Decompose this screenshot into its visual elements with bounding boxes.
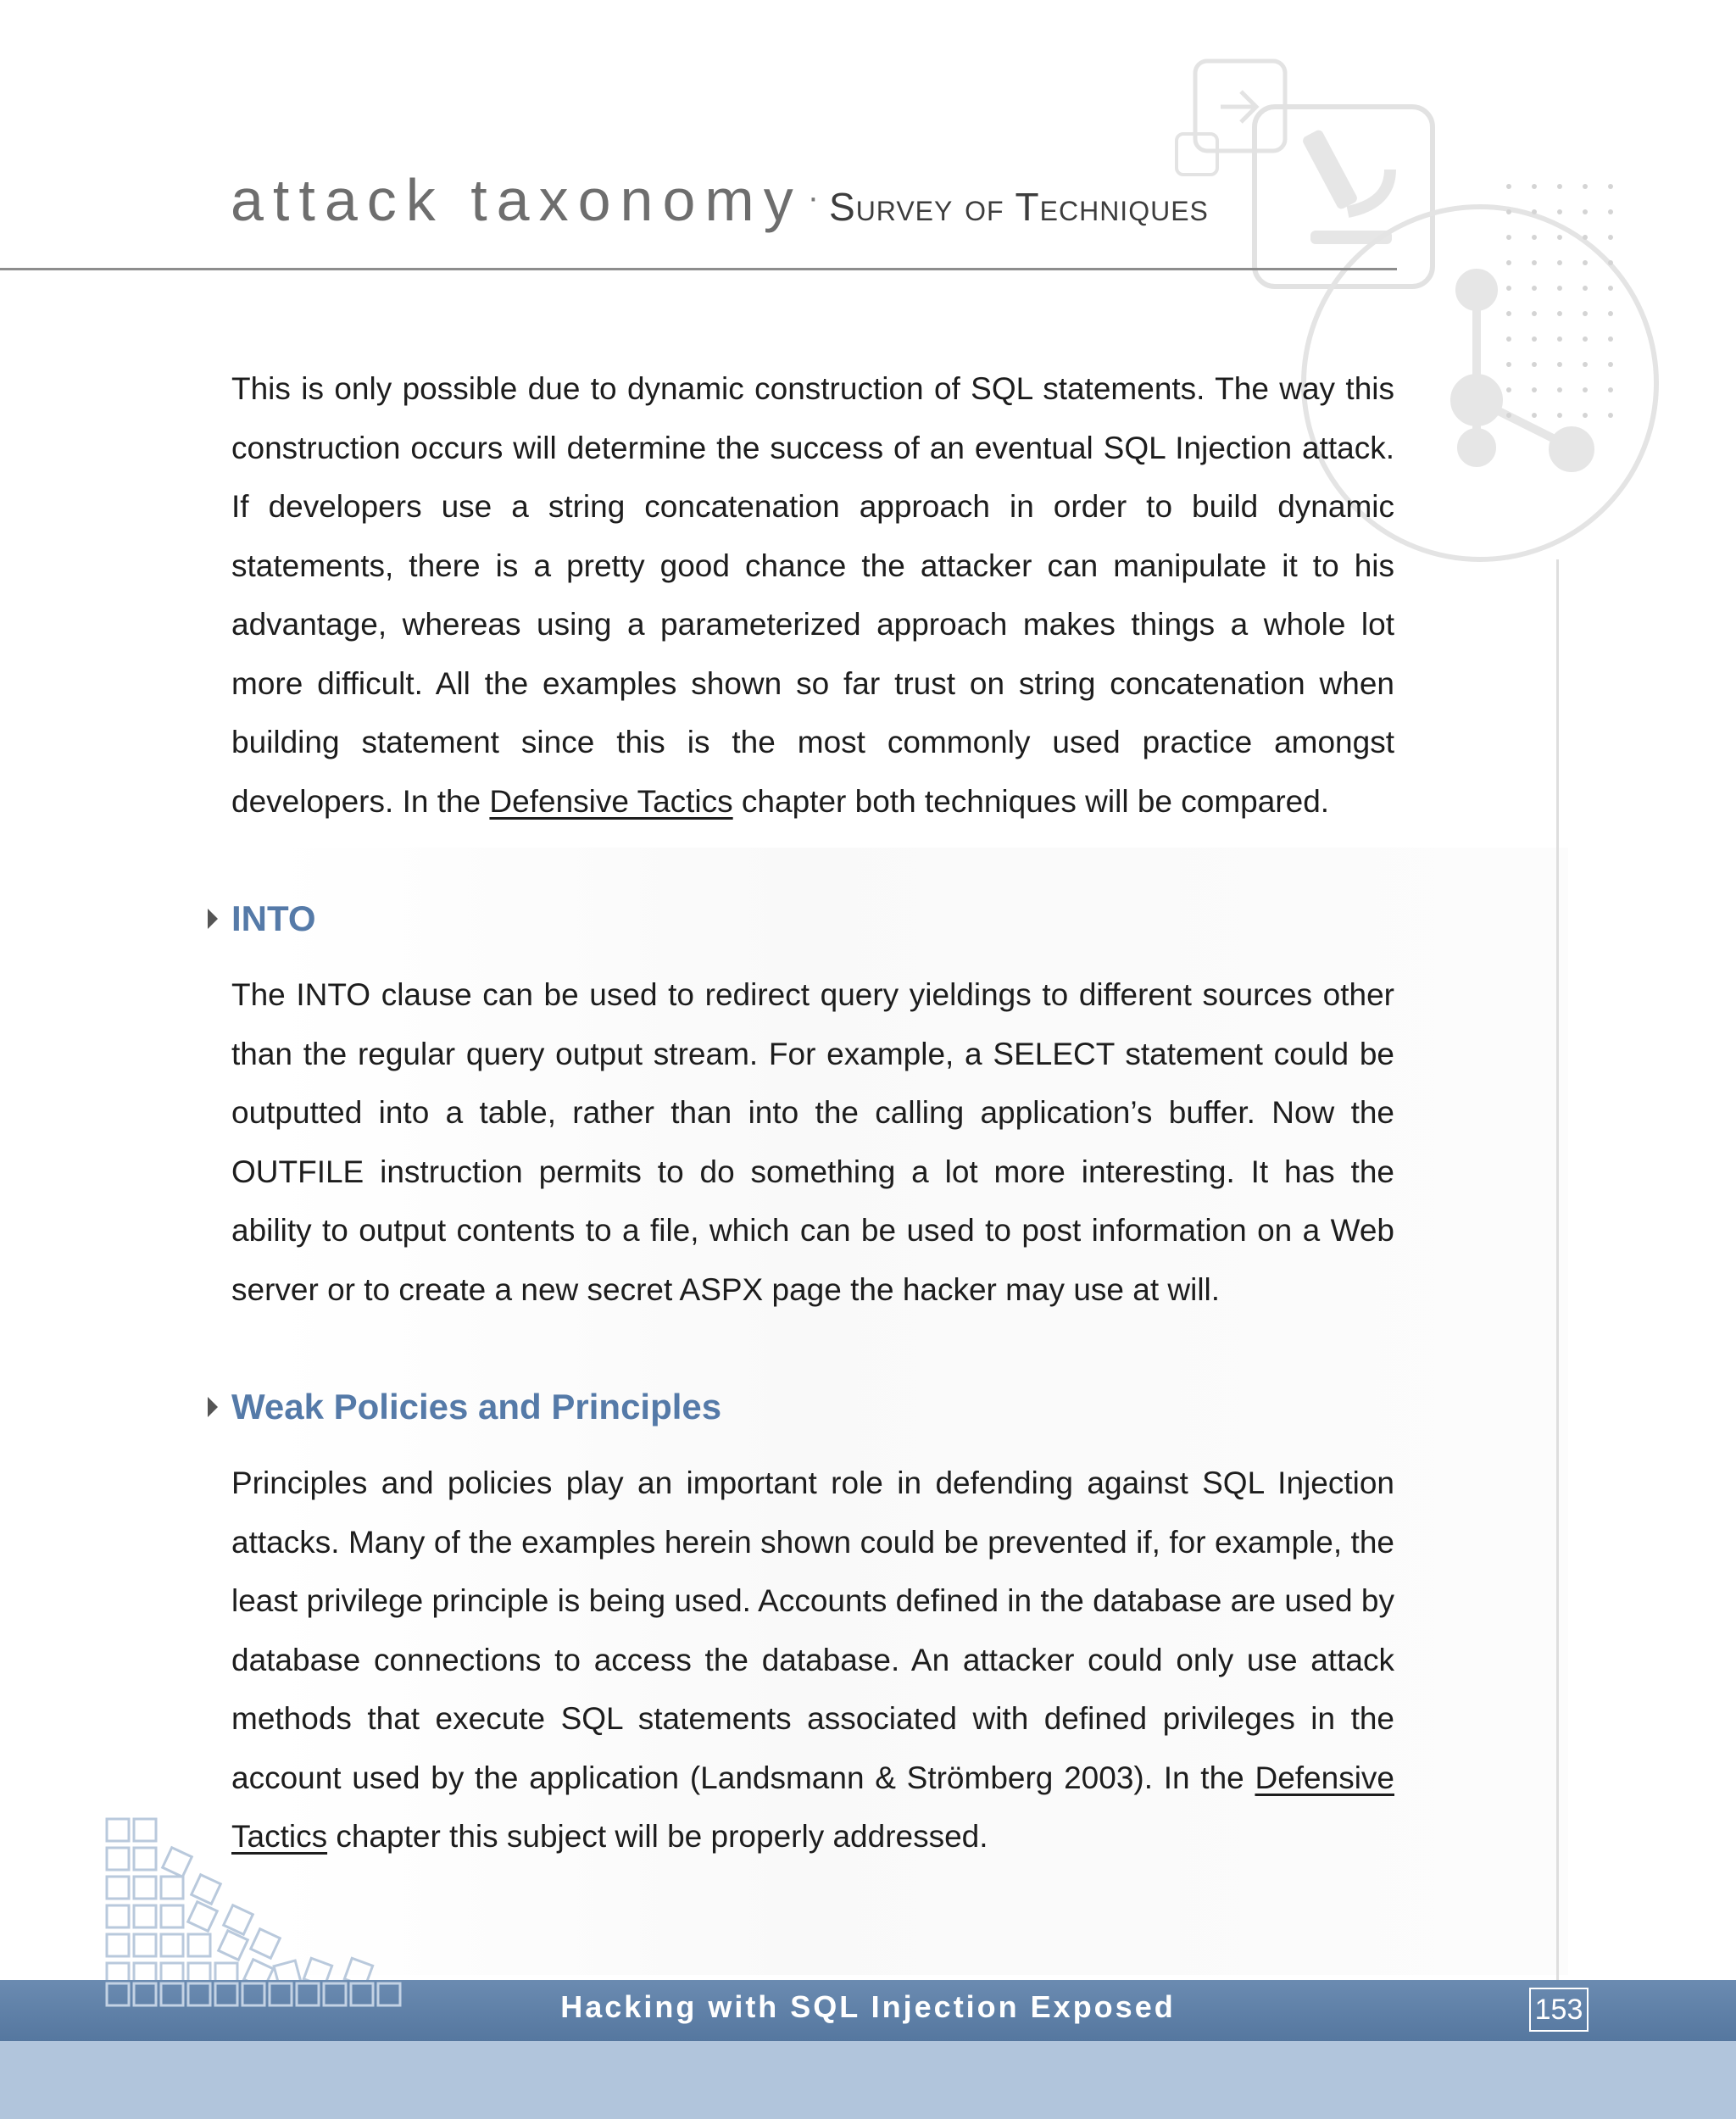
- intro-paragraph: [231, 359, 1394, 831]
- molecule-icon: [1455, 273, 1590, 468]
- microscope-icon: [1301, 129, 1392, 244]
- weak-policies-text: Principles and policies play an important role in defending against SQL Injection attacks. Many of the examples herein shown could be prevented if, for example, the least privilege principle is being used. Accounts defined in the database are used by database connections to access the database. An attacker could only use attack methods that execute SQL statements associated with defined privileges in the account used by the application (Landsmann & Strömberg 2003). In the: [231, 1466, 1394, 1795]
- arrow-icon: [1221, 92, 1256, 122]
- page-number: 153: [1529, 1988, 1589, 2032]
- weak-policies-heading-label: Weak Policies and Principles: [231, 1387, 722, 1427]
- defensive-tactics-link-2[interactable]: Defensive Tactics: [231, 1760, 1394, 1854]
- book-title: Hacking with SQL Injection Exposed: [560, 1989, 1176, 2024]
- footer-band: [0, 2041, 1736, 2119]
- running-header: [231, 166, 1209, 234]
- header-rule: [0, 268, 1397, 270]
- bullet-triangle-icon: [208, 1397, 218, 1417]
- margin-rule: [1556, 559, 1559, 1983]
- section-subtitle: Survey of Techniques: [829, 185, 1209, 229]
- defensive-tactics-link-1[interactable]: Defensive Tactics: [489, 783, 733, 819]
- into-paragraph: The INTO clause can be used to redirect query yieldings to different sources other than the regular query output stream. For example, a SELECT statement could be outputted into a table, rather than into the calling application’s buffer. Now the OUTFILE instruction permits to do something a lot more interesting. It has the ability to output contents to a file, which can be used to post information on a Web server or to create a new secret ASPX page the hacker may use at will.: [231, 977, 1394, 1307]
- intro-text-end: chapter both techniques will be compared.: [732, 783, 1330, 819]
- weak-policies-heading: [208, 1387, 721, 1427]
- section-title: attack taxonomy: [231, 167, 803, 233]
- weak-policies-paragraph: [231, 1454, 1394, 1866]
- into-heading-label: INTO: [231, 898, 316, 938]
- dot-grid: [1506, 184, 1613, 418]
- into-heading: [208, 898, 316, 939]
- weak-policies-text-end: chapter this subject will be properly addressed.: [327, 1819, 988, 1854]
- bullet-triangle-icon: [208, 909, 218, 929]
- header-separator: ·: [807, 179, 820, 216]
- intro-text: This is only possible due to dynamic construction of SQL statements. The way this construction occurs will determine the success of an eventual SQL Injection attack. If developers use a string concatenation approach in order to build dynamic statements, there is a pretty good chance the attacker can manipulate it to his advantage, whereas using a parameterized approach makes things a whole lot more difficult. All the examples shown so far trust on string concatenation when building statement since this is the most commonly used practice amongst developers. In the: [231, 371, 1394, 819]
